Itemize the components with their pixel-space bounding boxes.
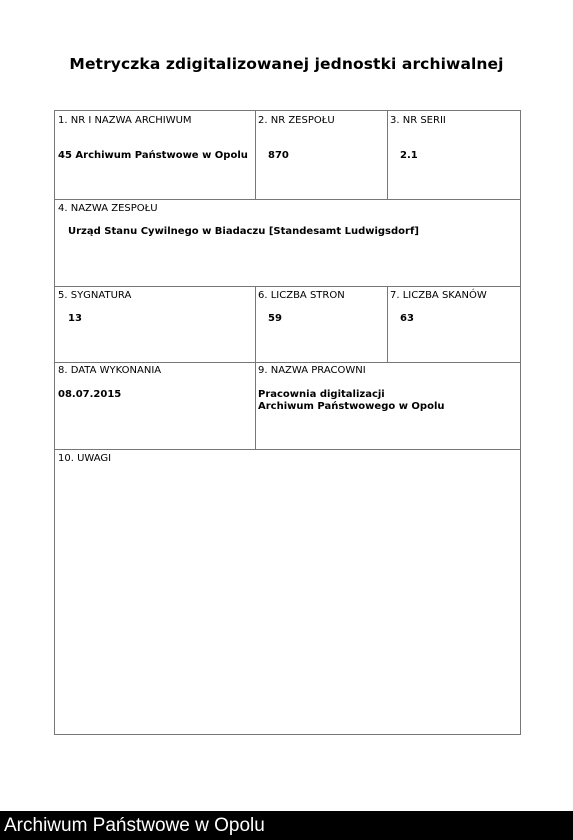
page-count-label: 6. LICZBA STRON bbox=[258, 290, 345, 301]
row-divider bbox=[55, 362, 520, 363]
date-label: 8. DATA WYKONANIA bbox=[58, 365, 162, 376]
workshop-label: 9. NAZWA PRACOWNI bbox=[258, 365, 366, 376]
scan-count-label: 7. LICZBA SKANÓW bbox=[390, 290, 487, 301]
row-divider bbox=[55, 449, 520, 450]
column-divider bbox=[387, 111, 388, 199]
series-number-value: 2.1 bbox=[400, 150, 418, 161]
column-divider bbox=[255, 111, 256, 199]
footer-archive-name: Archiwum Państwowe w Opolu bbox=[4, 815, 265, 836]
series-number-label: 3. NR SERII bbox=[390, 115, 446, 126]
page-count-value: 59 bbox=[268, 313, 282, 324]
page-title: Metryczka zdigitalizowanej jednostki archiwalnej bbox=[69, 55, 504, 73]
fond-name-value: Urząd Stanu Cywilnego w Biadaczu [Standesamt Ludwigsdorf] bbox=[68, 226, 419, 237]
fond-name-label: 4. NAZWA ZESPOŁU bbox=[58, 203, 158, 214]
scan-count-value: 63 bbox=[400, 313, 414, 324]
workshop-value-line1: Pracownia digitalizacji bbox=[258, 389, 385, 400]
metadata-form bbox=[54, 110, 521, 735]
notes-label: 10. UWAGI bbox=[58, 453, 112, 464]
archive-value: 45 Archiwum Państwowe w Opolu bbox=[58, 150, 248, 161]
signature-value: 13 bbox=[68, 313, 82, 324]
fond-number-label: 2. NR ZESPOŁU bbox=[258, 115, 335, 126]
column-divider bbox=[255, 286, 256, 449]
footer-bar bbox=[0, 811, 573, 840]
workshop-value-line2: Archiwum Państwowego w Opolu bbox=[258, 401, 445, 412]
signature-label: 5. SYGNATURA bbox=[58, 290, 132, 301]
column-divider bbox=[387, 286, 388, 362]
row-divider bbox=[55, 286, 520, 287]
fond-number-value: 870 bbox=[268, 150, 289, 161]
row-divider bbox=[55, 199, 520, 200]
date-value: 08.07.2015 bbox=[58, 389, 122, 400]
archive-label: 1. NR I NAZWA ARCHIWUM bbox=[58, 115, 192, 126]
